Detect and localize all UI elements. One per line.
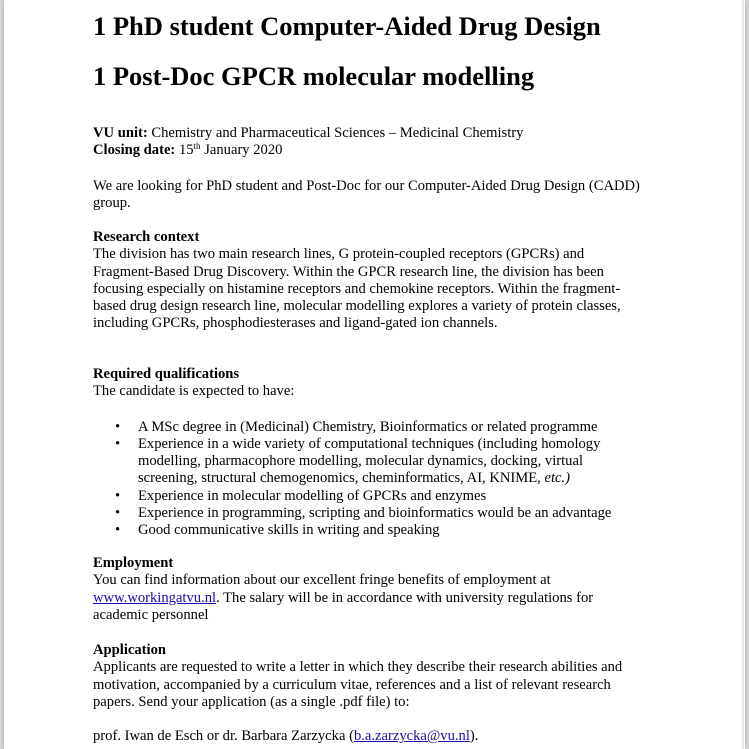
vu-unit-line — [93, 125, 653, 142]
vu-unit-label: VU unit: — [93, 125, 148, 141]
application-line: motivation, accompanied by a curriculum vitae, references and a list of relevant research — [93, 676, 611, 693]
employment-section: Employment You can find information about our excellent fringe benefits of employment at www.workingatvu.nl. The salary will be in accordance with university regulations for academic personnel — [93, 555, 653, 624]
research-line: Fragment-Based Drug Discovery. Within the GPCR research line, the division has been — [93, 263, 604, 280]
employment-line: You can find information about our excellent fringe benefits of employment at — [93, 572, 551, 589]
intro-paragraph — [93, 178, 653, 213]
research-heading: Research context — [93, 229, 200, 245]
qualifications-list — [93, 419, 653, 540]
email-link[interactable]: b.a.zarzycka@vu.nl — [353, 728, 470, 745]
meta-block — [93, 125, 653, 160]
intro-line: group. — [93, 195, 131, 212]
qualifications-heading: Required qualifications — [93, 366, 240, 382]
closing-day: 15 — [175, 142, 194, 159]
contact-line: prof. Iwan de Esch or dr. Barbara Zarzycka (b.a.zarzycka@vu.nl). — [93, 728, 479, 745]
employment-heading: Employment — [93, 555, 174, 571]
employment-line: academic personnel — [93, 606, 209, 623]
qualifications-section — [93, 366, 653, 540]
vu-unit-value: Chemistry and Pharmaceutical Sciences – Medicinal Chemistry — [147, 125, 524, 141]
closing-day-suffix: th — [193, 141, 201, 152]
closing-month-year: January 2020 — [200, 142, 283, 159]
research-line: based drug design research line, molecular modelling explores a variety of protein classes, — [93, 298, 621, 315]
list-item: • Experience in a wide variety of computational techniques (including homology modelling, pharmacophore modelling, molecular dynamics, docking, virtual screening, structural chemogenomics, cheminformatics, AI, KNIME, etc.) — [93, 436, 653, 488]
title-postdoc: 1 Post-Doc GPCR molecular modelling — [93, 61, 535, 91]
page-edge — [742, 0, 744, 749]
qualifications-lead: The candidate is expected to have: — [93, 383, 295, 400]
list-item: • Experience in molecular modelling of GPCRs and enzymes — [93, 488, 653, 505]
application-line: papers. Send your application (as a single .pdf file) to: — [93, 693, 410, 710]
list-item: • A MSc degree in (Medicinal) Chemistry, Bioinformatics or related programme — [93, 419, 653, 436]
research-line: The division has two main research lines, G protein-coupled receptors (GPCRs) and — [93, 246, 585, 263]
list-item: • Experience in programming, scripting and bioinformatics would be an advantage — [93, 505, 653, 522]
application-heading: Application — [93, 642, 166, 658]
intro-line: We are looking for PhD student and Post-Doc for our Computer-Aided Drug Design (CADD) — [93, 178, 640, 194]
application-section — [93, 642, 653, 745]
closing-date-line — [93, 142, 653, 159]
research-line: including GPCRs, phosphodiesterases and ligand-gated ion channels. — [93, 315, 498, 332]
research-section — [93, 229, 653, 333]
workingatvu-link[interactable]: www.workingatvu.nl — [93, 589, 217, 606]
document-page — [4, 0, 745, 749]
application-line: Applicants are requested to write a letter in which they describe their research abilities and — [93, 659, 623, 676]
research-line: focusing especially on histamine receptors and chemokine receptors. Within the fragment- — [93, 280, 621, 297]
title-phd: 1 PhD student Computer-Aided Drug Design — [93, 11, 601, 41]
list-item: • Good communicative skills in writing and speaking — [93, 522, 653, 539]
etc-italic: etc.) — [544, 470, 571, 487]
closing-date-label: Closing date: — [93, 142, 176, 159]
